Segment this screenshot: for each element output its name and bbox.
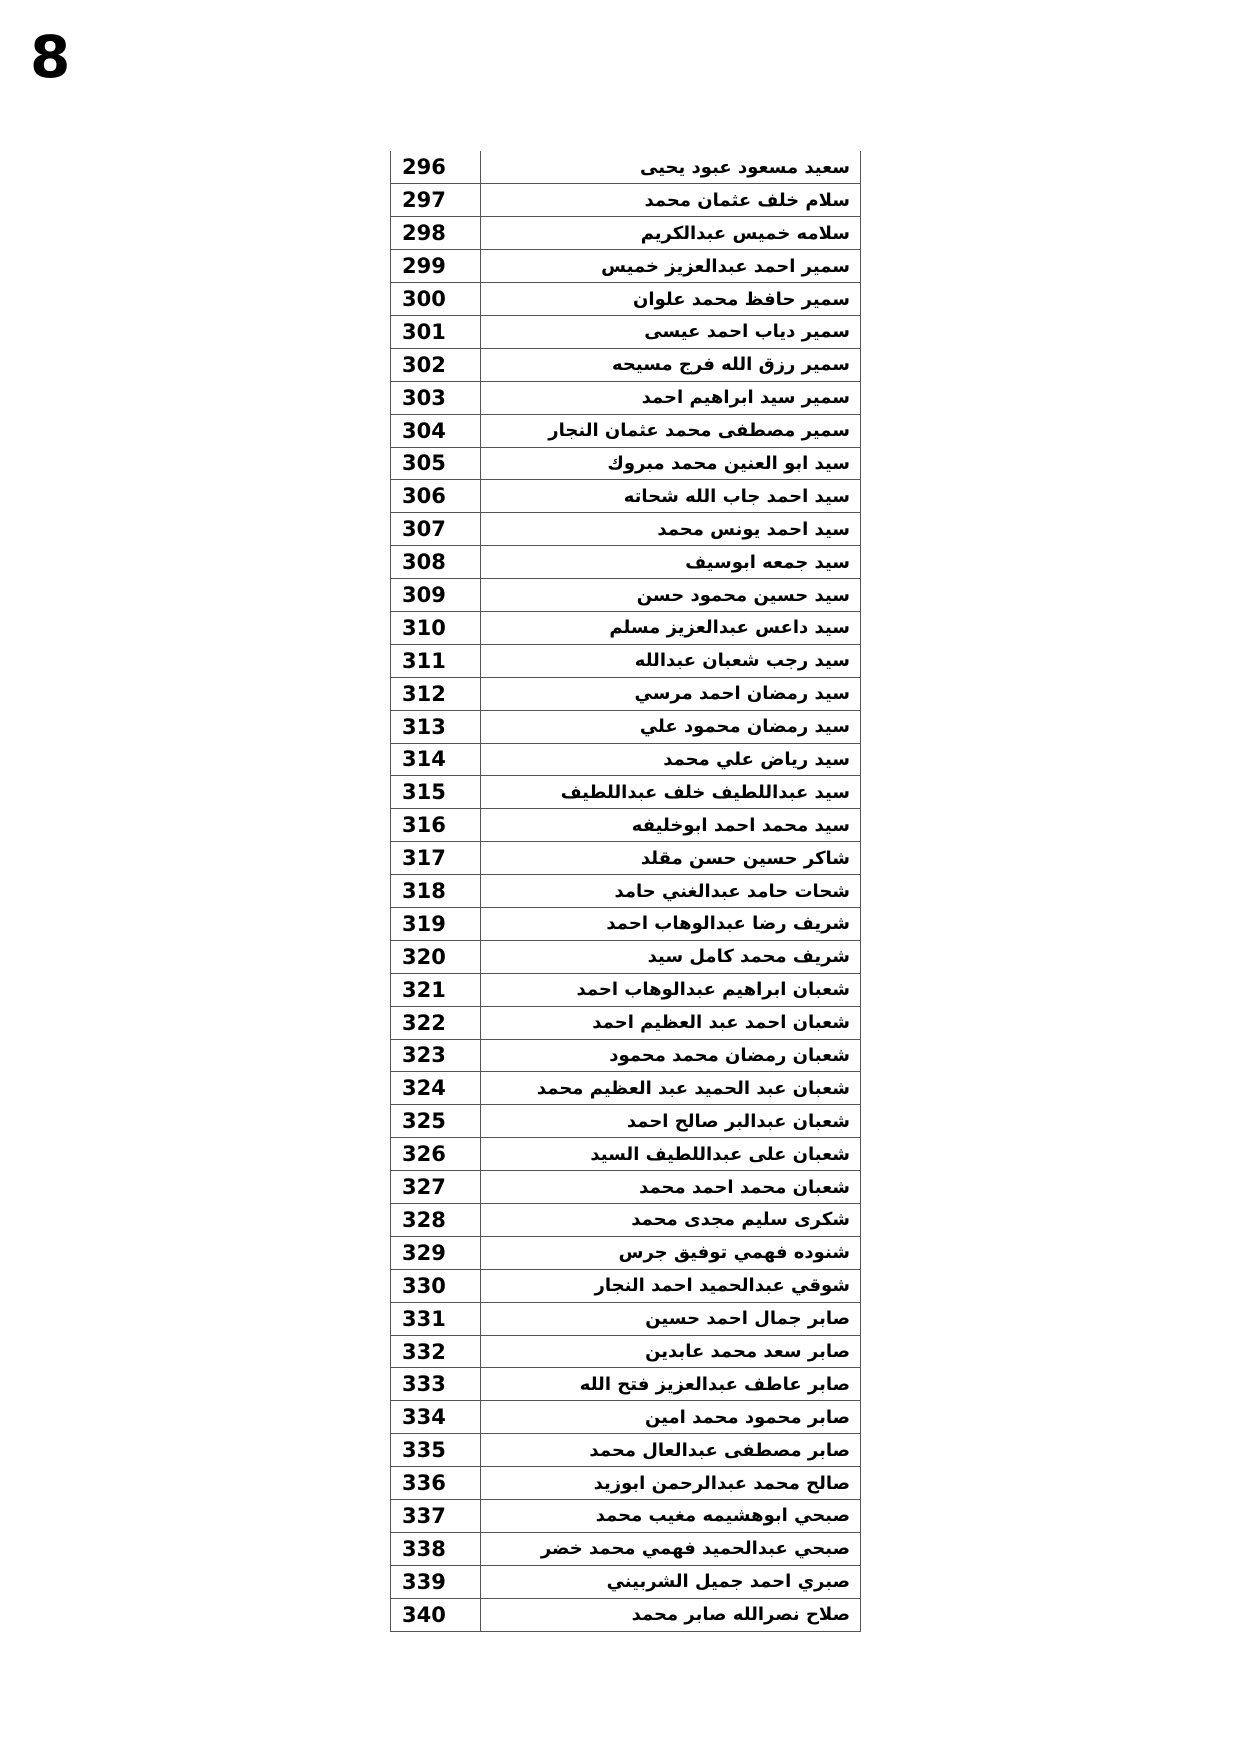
table-row [391,283,861,316]
row-name: صابر محمود محمد امين [481,1401,861,1434]
row-name: صابر عاطف عبدالعزيز فتح الله [481,1368,861,1401]
table-row [391,546,861,579]
row-number: 307 [391,513,481,546]
table-row [391,579,861,612]
row-number: 313 [391,710,481,743]
table-row [391,1204,861,1237]
row-name: سيد رياض علي محمد [481,743,861,776]
table-row [391,644,861,677]
row-number: 319 [391,907,481,940]
table-row [391,1171,861,1204]
row-number: 335 [391,1434,481,1467]
page-number: 8 [30,23,71,91]
table-row [391,1401,861,1434]
table-row [391,447,861,480]
row-number: 296 [391,151,481,184]
row-number: 312 [391,677,481,710]
row-number: 323 [391,1039,481,1072]
row-number: 318 [391,875,481,908]
row-number: 330 [391,1269,481,1302]
row-name: سمير احمد عبدالعزيز خميس [481,250,861,283]
row-name: سيد داعس عبدالعزيز مسلم [481,611,861,644]
row-name: سلامه خميس عبدالكريم [481,217,861,250]
table-row [391,1039,861,1072]
row-number: 320 [391,940,481,973]
row-name: صلاح نصرالله صابر محمد [481,1598,861,1631]
row-name: شعبان عبد الحميد عبد العظيم محمد [481,1072,861,1105]
table-row [391,1269,861,1302]
row-number: 308 [391,546,481,579]
row-number: 311 [391,644,481,677]
table-row [391,1335,861,1368]
row-name: سلام خلف عثمان محمد [481,184,861,217]
table-row [391,1467,861,1500]
table-row [391,151,861,184]
row-name: سمير حافظ محمد علوان [481,283,861,316]
row-number: 297 [391,184,481,217]
row-number: 303 [391,381,481,414]
row-number: 337 [391,1500,481,1533]
row-number: 310 [391,611,481,644]
row-number: 299 [391,250,481,283]
row-name: صابر سعد محمد عابدين [481,1335,861,1368]
names-table [390,151,861,1632]
row-number: 317 [391,842,481,875]
row-name: شكرى سليم مجدى محمد [481,1204,861,1237]
row-number: 325 [391,1105,481,1138]
row-name: شوقي عبدالحميد احمد النجار [481,1269,861,1302]
table-row [391,1138,861,1171]
row-number: 321 [391,973,481,1006]
row-number: 331 [391,1302,481,1335]
row-number: 334 [391,1401,481,1434]
table-row [391,414,861,447]
row-name: سيد رمضان محمود علي [481,710,861,743]
row-number: 304 [391,414,481,447]
row-name: سيد احمد يونس محمد [481,513,861,546]
row-number: 309 [391,579,481,612]
row-name: سيد جمعه ابوسيف [481,546,861,579]
table-row [391,480,861,513]
table-row [391,315,861,348]
row-name: سمير دياب احمد عيسى [481,315,861,348]
table-row [391,973,861,1006]
table-row [391,348,861,381]
row-number: 338 [391,1532,481,1565]
row-number: 314 [391,743,481,776]
row-name: سمير رزق الله فرج مسيحه [481,348,861,381]
table-row [391,513,861,546]
table-row [391,1072,861,1105]
table-row [391,1368,861,1401]
row-number: 298 [391,217,481,250]
row-name: سمير سيد ابراهيم احمد [481,381,861,414]
row-number: 340 [391,1598,481,1631]
table-row [391,710,861,743]
row-number: 333 [391,1368,481,1401]
row-name: صبري احمد جميل الشربيني [481,1565,861,1598]
table-row [391,611,861,644]
table-row [391,809,861,842]
table-row [391,907,861,940]
row-name: شعبان على عبداللطيف السيد [481,1138,861,1171]
table-row [391,842,861,875]
table-row [391,677,861,710]
table-row [391,1565,861,1598]
row-number: 327 [391,1171,481,1204]
table-row [391,184,861,217]
row-number: 306 [391,480,481,513]
row-name: شعبان رمضان محمد محمود [481,1039,861,1072]
table-row [391,776,861,809]
row-name: شعبان احمد عبد العظيم احمد [481,1006,861,1039]
table-row [391,1598,861,1631]
table-row [391,217,861,250]
row-name: سيد رجب شعبان عبدالله [481,644,861,677]
row-name: سيد ابو العنين محمد مبروك [481,447,861,480]
row-name: صابر جمال احمد حسين [481,1302,861,1335]
row-number: 315 [391,776,481,809]
row-number: 324 [391,1072,481,1105]
table-row [391,1236,861,1269]
table-row [391,381,861,414]
row-name: سيد احمد جاب الله شحاته [481,480,861,513]
row-name: سيد رمضان احمد مرسي [481,677,861,710]
row-number: 305 [391,447,481,480]
row-name: شاكر حسين حسن مقلد [481,842,861,875]
row-name: صبحي ابوهشيمه مغيب محمد [481,1500,861,1533]
table-row [391,1434,861,1467]
row-number: 316 [391,809,481,842]
row-number: 326 [391,1138,481,1171]
row-name: شعبان عبدالبر صالح احمد [481,1105,861,1138]
row-name: سيد حسين محمود حسن [481,579,861,612]
row-number: 336 [391,1467,481,1500]
row-name: سعيد مسعود عبود يحيى [481,151,861,184]
table-row [391,1532,861,1565]
row-name: صابر مصطفى عبدالعال محمد [481,1434,861,1467]
row-number: 302 [391,348,481,381]
row-name: شعبان ابراهيم عبدالوهاب احمد [481,973,861,1006]
table-row [391,250,861,283]
row-name: شنوده فهمي توفيق جرس [481,1236,861,1269]
row-number: 339 [391,1565,481,1598]
row-number: 332 [391,1335,481,1368]
table-row [391,1500,861,1533]
row-name: سيد محمد احمد ابوخليفه [481,809,861,842]
table-row [391,1105,861,1138]
names-table-body [391,151,861,1631]
row-name: شريف رضا عبدالوهاب احمد [481,907,861,940]
row-name: شريف محمد كامل سيد [481,940,861,973]
row-name: شحات حامد عبدالغني حامد [481,875,861,908]
row-name: صالح محمد عبدالرحمن ابوزيد [481,1467,861,1500]
row-number: 300 [391,283,481,316]
row-name: سيد عبداللطيف خلف عبداللطيف [481,776,861,809]
table-row [391,875,861,908]
row-name: سمير مصطفى محمد عثمان النجار [481,414,861,447]
table-row [391,1302,861,1335]
row-number: 322 [391,1006,481,1039]
row-name: صبحي عبدالحميد فهمي محمد خضر [481,1532,861,1565]
table-row [391,743,861,776]
row-number: 301 [391,315,481,348]
table-row [391,1006,861,1039]
row-number: 328 [391,1204,481,1237]
table-row [391,940,861,973]
row-name: شعبان محمد احمد محمد [481,1171,861,1204]
row-number: 329 [391,1236,481,1269]
